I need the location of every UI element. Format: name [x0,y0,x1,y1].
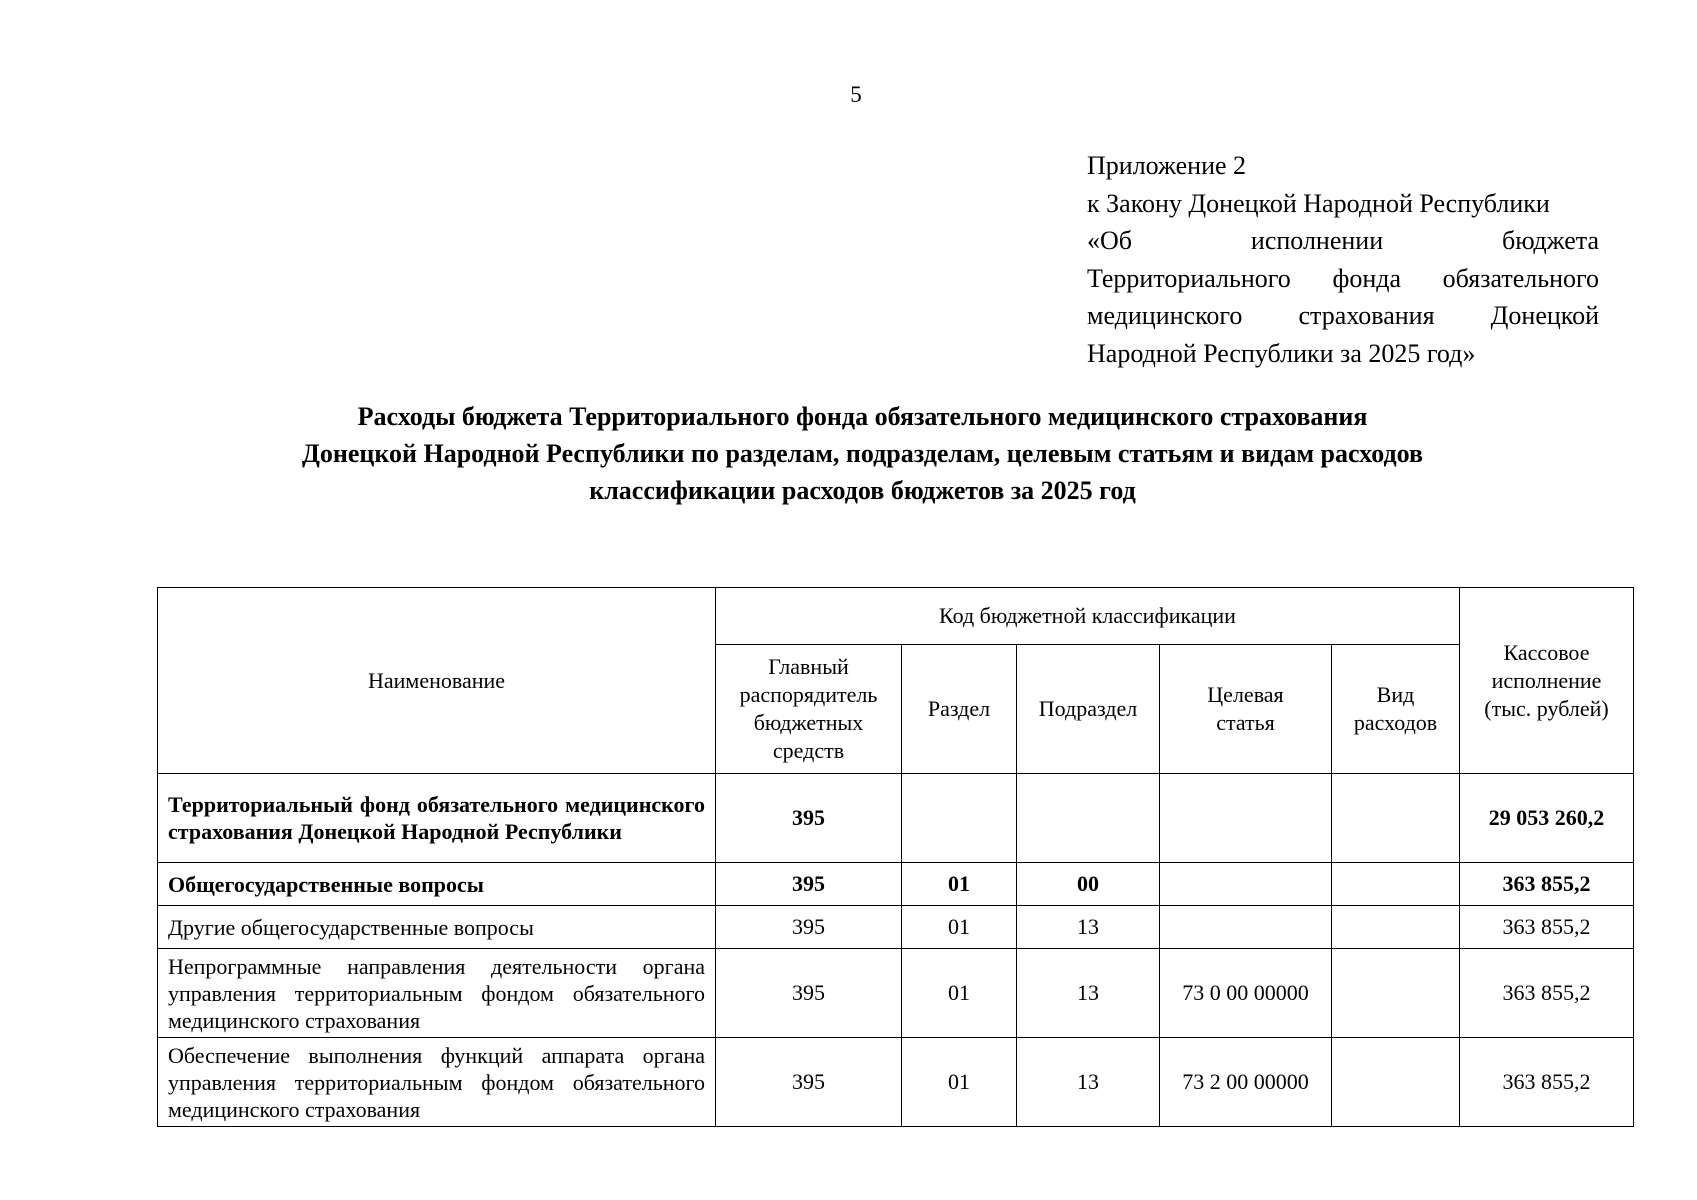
header-code-group: Код бюджетной классификации [716,588,1460,645]
appendix-line: Народной Республики за 2025 год» [1087,338,1476,368]
appendix-block [1087,147,1599,372]
appendix-line: медицинского страхования Донецкой [1087,301,1599,330]
row-subsection: 13 [1017,949,1160,1038]
header-row [158,588,1634,645]
row-subsection: 13 [1017,906,1160,949]
header-section: Раздел [902,645,1017,774]
appendix-line: к Закону Донецкой Народной Республики [1087,188,1550,218]
header-execution: Кассовое исполнение (тыс. рублей) [1460,588,1634,774]
row-expense-type [1332,1038,1460,1127]
row-execution: 29 053 260,2 [1460,774,1634,863]
table-row [158,774,1634,863]
title-line: Расходы бюджета Территориального фонда обязательного медицинского страхования [357,402,1368,431]
appendix-line: Территориального фонда обязательного [1087,263,1599,293]
appendix-line: «Об исполнении бюджета [1087,226,1599,255]
document-title [150,398,1575,509]
row-section: 01 [902,1038,1017,1127]
row-admin: 395 [716,774,902,863]
row-subsection: 00 [1017,863,1160,906]
row-subsection [1017,774,1160,863]
row-expense-type [1332,863,1460,906]
table-row [158,1038,1634,1127]
row-target [1160,906,1332,949]
row-target [1160,863,1332,906]
header-subsection: Подраздел [1017,645,1160,774]
row-execution: 363 855,2 [1460,949,1634,1038]
row-expense-type [1332,949,1460,1038]
row-name: Общегосударственные вопросы [158,863,716,906]
row-target: 73 0 00 00000 [1160,949,1332,1038]
table-row [158,949,1634,1038]
row-name: Непрограммные направления деятельности органа управления территориальным фондом обязательного медицинского страхования [158,949,716,1038]
row-execution: 363 855,2 [1460,863,1634,906]
appendix-line: Приложение 2 [1087,151,1247,180]
row-admin: 395 [716,906,902,949]
row-name: Другие общегосударственные вопросы [158,906,716,949]
row-expense-type [1332,774,1460,863]
row-execution: 363 855,2 [1460,1038,1634,1127]
page-number: 5 [850,82,862,107]
title-line: классификации расходов бюджетов за 2025 год [589,476,1136,505]
row-execution: 363 855,2 [1460,906,1634,949]
row-target [1160,774,1332,863]
row-subsection: 13 [1017,1038,1160,1127]
row-admin: 395 [716,1038,902,1127]
row-target: 73 2 00 00000 [1160,1038,1332,1127]
row-section: 01 [902,949,1017,1038]
table-row [158,906,1634,949]
table-row [158,863,1634,906]
header-target: Целевая статья [1160,645,1332,774]
expenses-table [157,587,1634,1127]
row-name: Территориальный фонд обязательного медицинского страхования Донецкой Народной Республики [158,774,716,863]
header-expense-type: Вид расходов [1332,645,1460,774]
row-admin: 395 [716,949,902,1038]
row-expense-type [1332,906,1460,949]
row-section: 01 [902,906,1017,949]
row-section: 01 [902,863,1017,906]
row-name: Обеспечение выполнения функций аппарата органа управления территориальным фондом обязательного медицинского страхования [158,1038,716,1127]
title-line: Донецкой Народной Республики по разделам, подразделам, целевым статьям и видам расходов [301,439,1423,468]
row-admin: 395 [716,863,902,906]
row-section [902,774,1017,863]
header-name: Наименование [158,588,716,774]
header-admin: Главный распорядитель бюджетных средств [716,645,902,774]
